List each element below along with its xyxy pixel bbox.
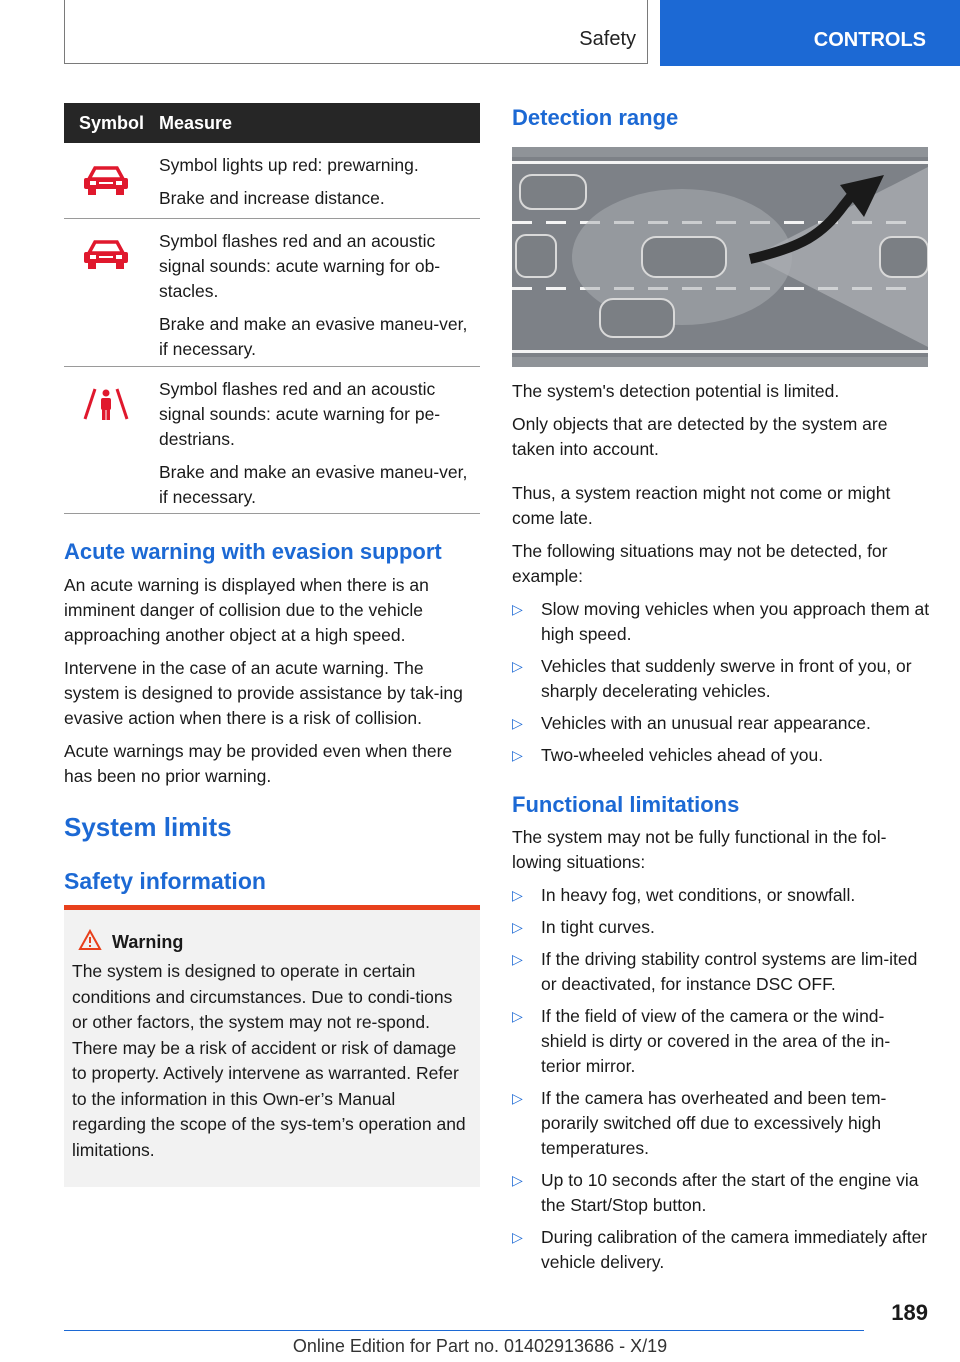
list-item (512, 1004, 930, 1079)
paragraph: The system may not be fully functional in the fol-lowing situations: (512, 827, 887, 872)
acute-warning-heading: Acute warning with evasion support (64, 539, 442, 564)
paragraph: An acute warning is displayed when there is an imminent danger of collision due to the vehicle approaching another object at a high speed. (64, 575, 429, 645)
paragraph: The system's detection potential is limited. (512, 381, 840, 401)
list-item (512, 743, 930, 768)
measure-line: Brake and make an evasive maneu-ver, if necessary. (159, 462, 468, 507)
table-row (64, 367, 480, 514)
list-item-text: Two-wheeled vehicles ahead of you. (541, 745, 824, 765)
paragraph: The following situations may not be detected, for example: (512, 541, 888, 586)
list-item-text: Vehicles that suddenly swerve in front of you, or sharply decelerating vehicles. (541, 656, 912, 701)
list-item-text: Vehicles with an unusual rear appearance. (541, 713, 871, 733)
warning-title-text: Warning (112, 932, 184, 952)
warning-box (64, 905, 480, 1187)
bullet-triangle-icon: ▷ (512, 919, 523, 935)
row-measure (159, 219, 480, 362)
symbol-table (64, 103, 480, 514)
list-item (512, 1086, 930, 1161)
measure-line: Symbol lights up red: prewarning. (159, 155, 419, 175)
bullet-triangle-icon: ▷ (512, 951, 523, 967)
warning-text: The system is designed to operate in certain conditions and circumstances. Due to condi-tions or other factors, the system may not re-spond. There may be a risk of accident or risk of damage to property. Actively intervene as warranted. Refer to the information in this Own-er’s Manual regarding the scope of the sys-tem’s operation and limitations. (72, 961, 466, 1160)
column-header-symbol: Symbol (78, 112, 144, 133)
list-item-text: In heavy fog, wet conditions, or snowfall. (541, 885, 856, 905)
car-warning-icon (76, 239, 136, 273)
measure-line: Symbol flashes red and an acoustic signal sounds: acute warning for pe-destrians. (159, 379, 441, 449)
bullet-triangle-icon: ▷ (512, 715, 523, 731)
bullet-triangle-icon: ▷ (512, 658, 523, 674)
bullet-triangle-icon: ▷ (512, 747, 523, 763)
header-chapter-tab[interactable]: CONTROLS (660, 0, 960, 66)
acute-warning-body (64, 573, 482, 797)
pedestrian-warning-icon (76, 385, 136, 425)
detection-range-heading: Detection range (512, 105, 679, 130)
measure-line: Brake and make an evasive maneu-ver, if necessary. (159, 314, 468, 359)
list-item-text: If the field of view of the camera or the wind-shield is dirty or covered in the area of the in-terior mirror. (541, 1006, 891, 1076)
detection-range-illustration (512, 147, 928, 367)
list-item (512, 883, 930, 908)
footer-edition: Online Edition for Part no. 01402913686 - X/19 (292, 1336, 668, 1356)
safety-information-heading: Safety information (64, 868, 266, 894)
table-row (64, 143, 480, 219)
list-item-text: Up to 10 seconds after the start of the engine via the Start/Stop button. (541, 1170, 919, 1215)
warning-triangle-icon (78, 929, 102, 956)
column-header-measure: Measure (159, 112, 233, 133)
system-limits-heading: System limits (64, 812, 232, 842)
measure-line: Symbol flashes red and an acoustic signal sounds: acute warning for ob-stacles. (159, 231, 441, 301)
paragraph: Only objects that are detected by the system are taken into account. (512, 414, 888, 459)
page-number: 189 (891, 1300, 928, 1325)
row-measure (159, 367, 480, 510)
list-item-text: If the driving stability control systems are lim-ited or deactivated, for instance DSC OFF. (541, 949, 918, 994)
list-item (512, 597, 930, 647)
car-warning-icon (76, 165, 136, 199)
detection-body (512, 379, 930, 775)
detection-list (512, 597, 930, 768)
list-item (512, 915, 930, 940)
functional-limitations-heading: Functional limitations (512, 792, 740, 817)
list-item-text: Slow moving vehicles when you approach them at high speed. (541, 599, 930, 644)
paragraph: Acute warnings may be provided even when there has been no prior warning. (64, 741, 453, 786)
list-item (512, 1168, 930, 1218)
row-measure (159, 143, 480, 211)
table-header (64, 103, 480, 143)
bullet-triangle-icon: ▷ (512, 1172, 523, 1188)
table-row (64, 219, 480, 367)
list-item (512, 654, 930, 704)
footer-divider (64, 1330, 864, 1331)
measure-line: Brake and increase distance. (159, 188, 385, 208)
list-item (512, 947, 930, 997)
bullet-triangle-icon: ▷ (512, 1090, 523, 1106)
functional-body (512, 825, 930, 1282)
bullet-triangle-icon: ▷ (512, 601, 523, 617)
list-item-text: During calibration of the camera immediately after vehicle delivery. (541, 1227, 928, 1272)
functional-list (512, 883, 930, 1275)
paragraph: Intervene in the case of an acute warning. The system is designed to provide assistance by tak-ing evasive action when there is a risk of collision. (64, 658, 463, 728)
list-item-text: If the camera has overheated and been tem-porarily switched off due to excessively high temperatures. (541, 1088, 887, 1158)
bullet-triangle-icon: ▷ (512, 887, 523, 903)
bullet-triangle-icon: ▷ (512, 1229, 523, 1245)
paragraph: Thus, a system reaction might not come or might come late. (512, 483, 891, 528)
warning-title (112, 932, 472, 953)
list-item (512, 711, 930, 736)
bullet-triangle-icon: ▷ (512, 1008, 523, 1024)
list-item-text: In tight curves. (541, 917, 655, 937)
list-item (512, 1225, 930, 1275)
header-section-title: Safety (579, 28, 636, 50)
